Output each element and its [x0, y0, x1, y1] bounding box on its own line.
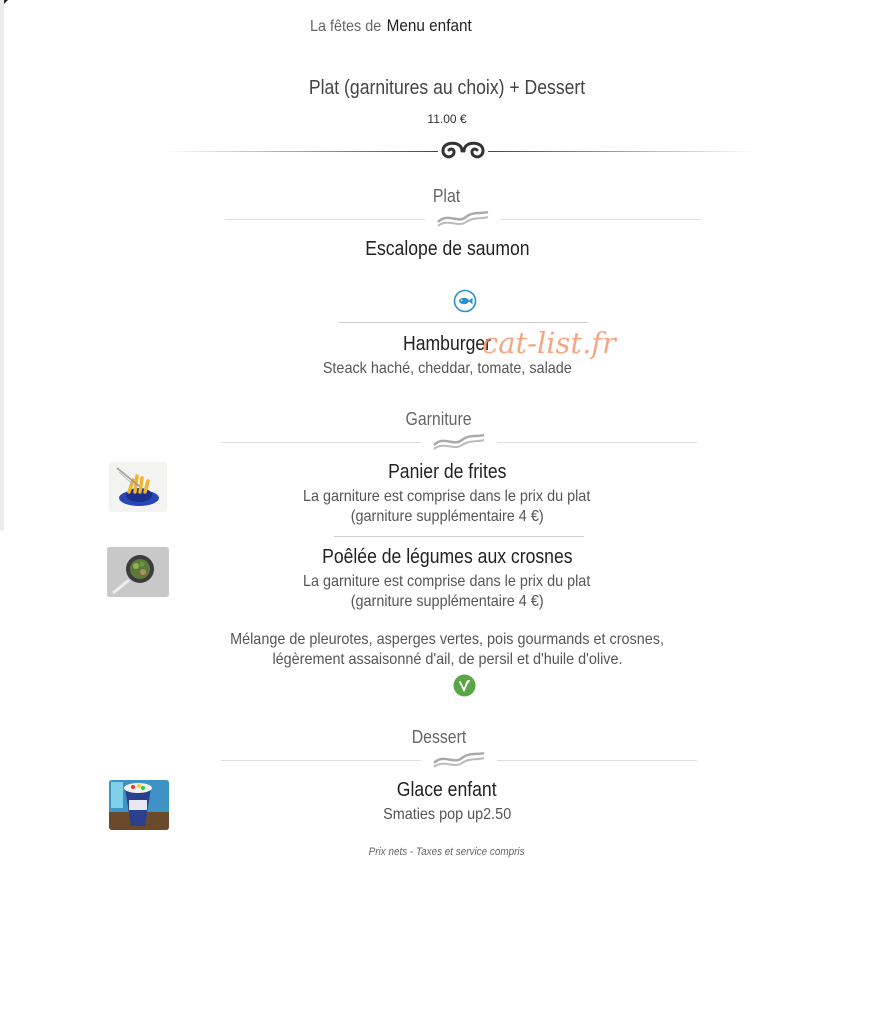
item-title-hamburger: Hamburger [402, 333, 492, 355]
ornament-line-right [488, 151, 755, 152]
ornament-line-left [165, 151, 438, 152]
item-desc-legumes-4: légèrement assaisonné d'ail, de persil et d'huile d'olive. [271, 651, 623, 668]
ornament-swirl-icon [438, 138, 488, 164]
section-line-right [497, 442, 697, 443]
wave-ornament-icon [432, 431, 486, 451]
item-title-legumes: Poêlée de légumes aux crosnes [321, 546, 573, 568]
wave-ornament-icon [436, 208, 490, 228]
item-title-glace: Glace enfant [397, 779, 497, 801]
section-title-plat: Plat [433, 186, 461, 206]
section-title-dessert: Dessert [411, 727, 467, 747]
item-desc-legumes-2: (garniture supplémentaire 4 €) [350, 593, 544, 610]
item-separator [334, 536, 584, 537]
item-desc-hamburger: Steack haché, cheddar, tomate, salade [322, 360, 572, 377]
menu-title: Menu enfant [386, 16, 472, 35]
item-title-frites: Panier de frites [387, 461, 507, 483]
item-desc-legumes-3: Mélange de pleurotes, asperges vertes, pois gourmands et crosnes, [230, 631, 664, 648]
section-line-right [501, 219, 701, 220]
section-line-left [225, 219, 425, 220]
wave-ornament-icon [432, 749, 486, 769]
vegetarian-leaf-icon [453, 674, 476, 697]
item-desc-glace: Smaties pop up2.50 [382, 806, 512, 823]
formula-price: 11.00 € [427, 112, 467, 126]
section-title-garniture: Garniture [405, 409, 473, 429]
item-desc-frites-1: La garniture est comprise dans le prix du plat [303, 488, 591, 505]
fish-icon [453, 289, 477, 313]
section-line-left [221, 760, 421, 761]
item-desc-legumes-1: La garniture est comprise dans le prix du plat [303, 573, 591, 590]
footer-note: Prix nets - Taxes et service compris [369, 846, 525, 858]
item-title-escalope: Escalope de saumon [364, 238, 530, 260]
menu-header [310, 16, 472, 36]
watermark: cat-list.fr [482, 326, 616, 360]
section-line-right [497, 760, 697, 761]
item-separator [338, 322, 588, 323]
header-prefix: La fêtes de [310, 18, 382, 35]
formula-title: Plat (garnitures au choix) + Dessert [308, 77, 586, 99]
section-line-left [221, 442, 421, 443]
item-desc-frites-2: (garniture supplémentaire 4 €) [350, 508, 544, 525]
